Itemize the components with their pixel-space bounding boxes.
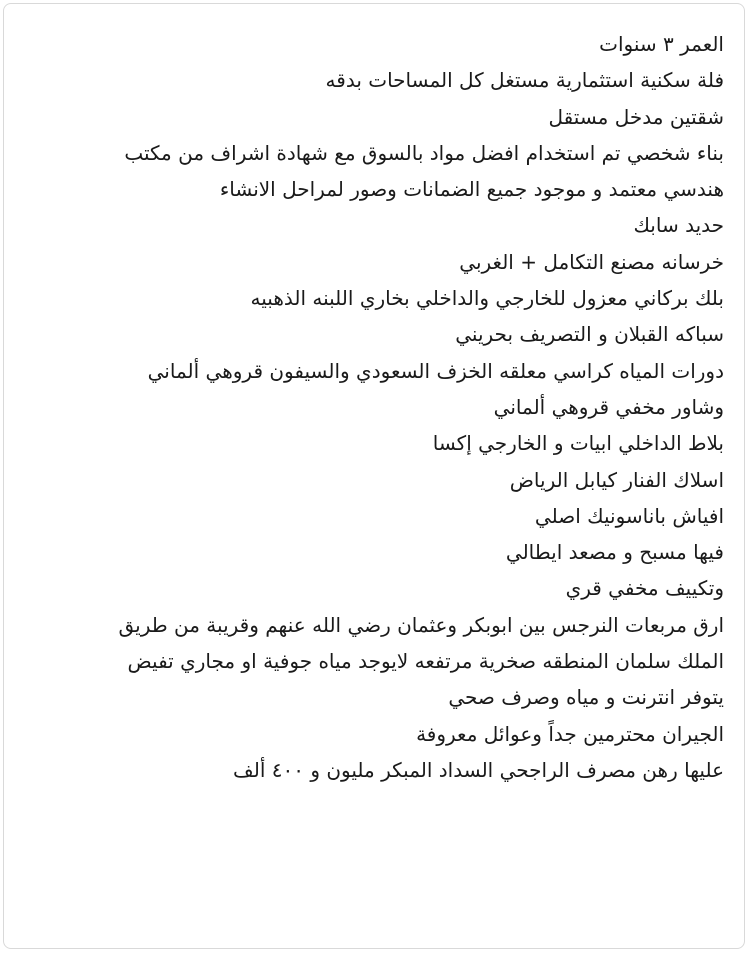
text-line-villa-type: فلة سكنية استثمارية مستغل كل المساحات بدقه [325, 68, 724, 93]
text-line-pool: فيها مسبح و مصعد ايطالي [505, 540, 724, 565]
text-line-concrete: خرسانه مصنع التكامل + الغربي [459, 249, 724, 274]
text-line-plumbing: سباكه القبلان و التصريف بحريني [455, 322, 724, 347]
text-line-construction: بناء شخصي تم استخدام افضل مواد بالسوق مع شهادة اشراف من مكتب [124, 140, 724, 165]
text-line-neighbors: الجيران محترمين جداً وعوائل معروفة [416, 721, 724, 746]
text-line-engineering: هندسي معتمد و موجود جميع الضمانات وصور لمراحل الانشاء [219, 177, 724, 202]
text-line-apartments: شقتين مدخل مستقل [548, 104, 724, 129]
text-line-age: العمر ٣ سنوات [599, 32, 724, 56]
text-line-tiles: بلاط الداخلي ابيات و الخارجي إكسا [432, 431, 724, 456]
listing-text [18, 26, 724, 788]
text-line-blocks: بلك بركاني معزول للخارجي والداخلي بخاري اللبنه الذهبيه [250, 286, 724, 311]
text-line-shower: وشاور مخفي قروهي ألماني [493, 394, 724, 419]
text-line-sockets: افياش باناسونيك اصلي [534, 503, 724, 528]
text-line-ac: وتكييف مخفي قري [565, 576, 724, 601]
text-line-location: ارق مربعات النرجس بين ابوبكر وعثمان رضي الله عنهم وقريبة من طريق [118, 612, 724, 637]
text-line-steel: حديد سابك [633, 213, 724, 238]
text-line-area: الملك سلمان المنطقه صخرية مرتفعه لايوجد مياه جوفية او مجاري تفيض [127, 649, 724, 674]
text-line-bathrooms: دورات المياه كراسي معلقه الخزف السعودي والسيفون قروهي ألماني [147, 358, 724, 383]
text-line-mortgage: عليها رهن مصرف الراجحي السداد المبكر مليون و ٤٠٠ ألف [233, 757, 724, 782]
message-card [3, 3, 745, 949]
text-line-utilities: يتوفر انترنت و مياه وصرف صحي [448, 685, 724, 710]
text-line-wiring: اسلاك الفنار كيابل الرياض [509, 467, 724, 492]
